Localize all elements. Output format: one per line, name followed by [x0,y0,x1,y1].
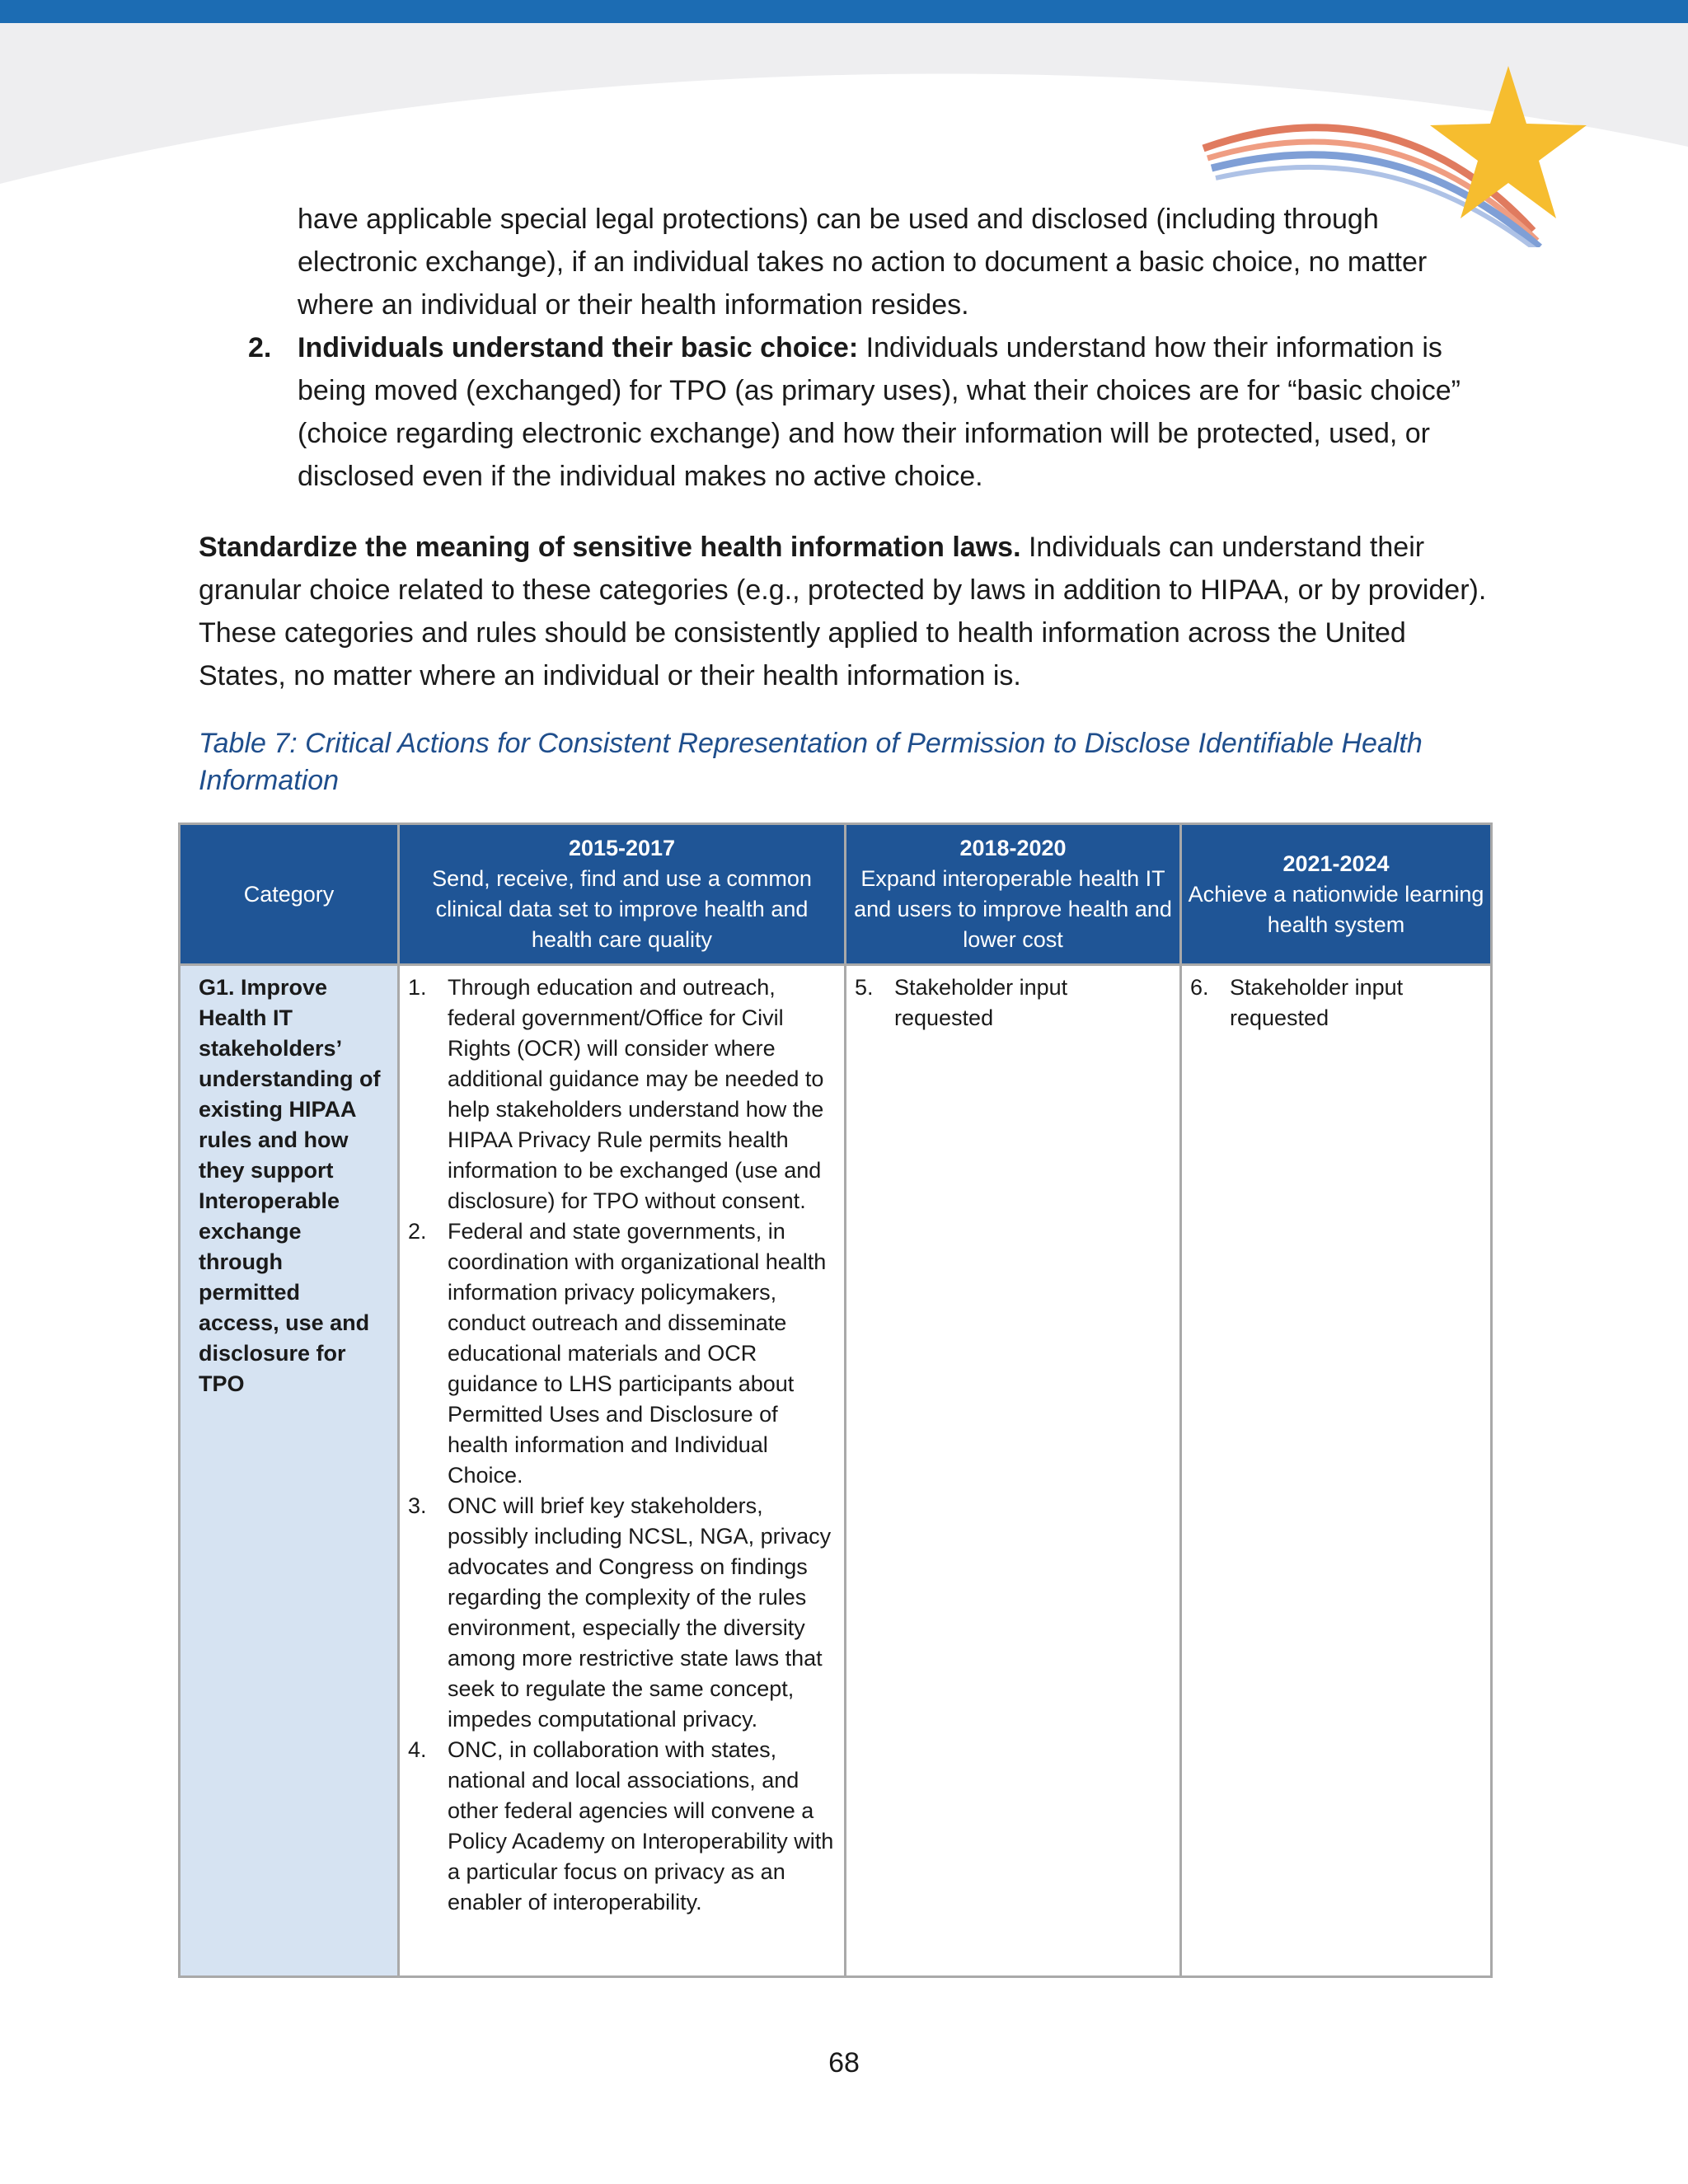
action-number: 1. [408,975,427,1000]
action-number: 4. [408,1737,427,1762]
action-item [408,1735,836,1918]
actions-list [408,972,836,1918]
table-caption: Table 7: Critical Actions for Consistent Representation of Permission to Disclose Identifiable Health Information [199,728,1423,796]
numbered-list [199,198,1501,498]
actions-2021-2024-cell [1181,965,1492,1977]
action-text: ONC, in collaboration with states, national and local associations, and other federal agencies will convene a Policy Academy on Interoperability with a particular focus on privacy as an enabler of interoperability. [448,1737,834,1915]
action-item [1190,972,1482,1033]
header-category [180,824,399,965]
top-banner-bar [0,0,1688,23]
header-desc: Expand interoperable health IT and users to improve health and lower cost [854,866,1172,952]
header-desc: Category [243,881,335,907]
list-item-heading: Individuals understand their basic choice: [298,332,859,363]
action-item [408,972,836,1216]
header-years: 2021-2024 [1282,851,1390,876]
page-content [199,198,1501,799]
page-number: 68 [828,2047,860,2079]
action-number: 2. [408,1219,427,1244]
standardize-paragraph [199,526,1501,697]
action-number: 5. [855,975,874,1000]
header-desc: Achieve a nationwide learning health system [1188,881,1484,937]
actions-2018-2020-cell [846,965,1181,1977]
action-text: Through education and outreach, federal government/Office for Civil Rights (OCR) will consider where additional guidance may be needed to help stakeholders understand how the HIPAA Privacy Rule permits health information to be exchanged (use and disclosure) for TPO without consent. [448,975,824,1213]
standardize-text: Individuals can understand their granular choice related to these categories (e.g., protected by laws in addition to HIPAA, or by provider). These categories and rules should be consistently applied to health information across the United States, no matter where an individual or their health information is. [199,532,1487,691]
table-header-row [180,824,1492,965]
list-item [199,198,1501,326]
action-text: ONC will brief key stakeholders, possibly including NCSL, NGA, privacy advocates and Congress on findings regarding the complexity of the rules environment, especially the diversity among more restrictive state laws that seek to regulate the same concept, impedes computational privacy. [448,1493,832,1732]
header-2018-2020 [846,824,1181,965]
actions-list [855,972,1171,1033]
action-number: 3. [408,1493,427,1518]
header-years: 2015-2017 [568,836,676,860]
list-item-text: have applicable special legal protections) can be used and disclosed (including through electronic exchange), if an individual takes no action to document a basic choice, no matter where an individual or their health information resides. [298,204,1428,321]
category-cell: G1. Improve Health IT stakeholders’ understanding of existing HIPAA rules and how they support Interoperable exchange through permitted access, use and disclosure for TPO [180,965,399,1977]
list-item-number: 2. [248,332,272,363]
table-row [180,965,1492,1977]
header-years: 2018-2020 [959,836,1067,860]
standardize-heading: Standardize the meaning of sensitive health information laws. [199,532,1021,563]
list-item-text: Individuals understand how their information is being moved (exchanged) for TPO (as primary uses), what their choices are for “basic choice” (choice regarding electronic exchange) and how their information will be protected, used, or disclosed even if the individual makes no active choice. [298,332,1461,492]
action-item [408,1216,836,1491]
actions-2015-2017-cell [399,965,846,1977]
action-item [408,1491,836,1735]
action-item [855,972,1171,1033]
action-text: Stakeholder input requested [894,975,1068,1030]
action-number: 6. [1190,975,1209,1000]
critical-actions-table [178,823,1493,1978]
action-text: Stakeholder input requested [1230,975,1404,1030]
header-2021-2024 [1181,824,1492,965]
header-2015-2017 [399,824,846,965]
header-desc: Send, receive, find and use a common clinical data set to improve health and health care quality [432,866,812,952]
action-text: Federal and state governments, in coordination with organizational health information privacy policymakers, conduct outreach and disseminate educational materials and OCR guidance to LHS participants about Permitted Uses and Disclosure of health information and Individual Choice. [448,1219,827,1488]
list-item [199,326,1501,498]
actions-list [1190,972,1482,1033]
